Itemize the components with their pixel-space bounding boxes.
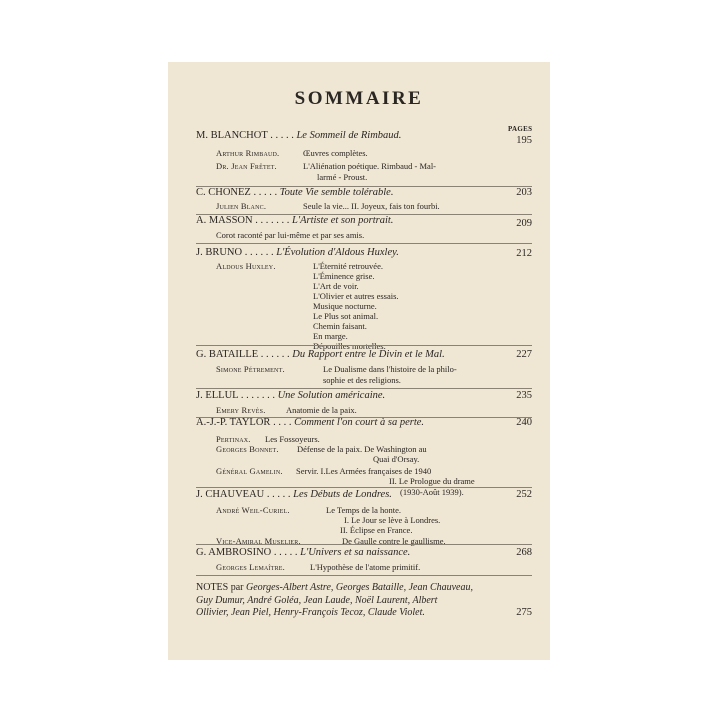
entry-title: Comment l'on court à sa perte. <box>294 417 425 428</box>
review-author: Simone Pétrement. <box>216 364 285 374</box>
entry-author: J. ELLUL <box>196 390 239 401</box>
entry-page: 209 <box>516 218 532 229</box>
review-author: Arthur Rimbaud. <box>216 148 280 158</box>
separator <box>196 487 532 488</box>
entry-author: J. CHAUVEAU <box>196 489 265 500</box>
review-work-cont: sophie et des religions. <box>323 375 401 385</box>
entry-author: A.-J.-P. TAYLOR <box>196 417 271 428</box>
entry-dots: . . . . . . . <box>240 390 275 401</box>
entry-author: G. BATAILLE <box>196 349 259 360</box>
review-work: De Gaulle contre le gaullisme. <box>342 536 446 546</box>
page-title: SOMMAIRE <box>294 88 424 109</box>
entry-title: Toute Vie semble tolérable. <box>279 187 394 198</box>
entry-author: J. BRUNO <box>196 247 243 258</box>
entry-dots: . . . . . . <box>260 349 290 360</box>
review-work: Le Plus sot animal. <box>313 311 379 321</box>
review-work: Servir. I.Les Armées françaises de 1940 <box>296 466 432 476</box>
separator <box>196 544 532 545</box>
review-work: L'Aliénation poétique. Rimbaud - Mal- <box>303 161 437 171</box>
entry-dots: . . . . . . <box>244 247 274 258</box>
separator <box>196 243 532 244</box>
review-work-cont: larmé - Proust. <box>317 172 368 182</box>
entry-dots: . . . . . <box>270 130 294 141</box>
review-author: Georges Lemaître. <box>216 562 285 572</box>
toc-entry <box>196 349 445 360</box>
review-work: Musique nocturne. <box>313 301 377 311</box>
entry-title: L'Évolution d'Aldous Huxley. <box>276 247 399 258</box>
review-author: Aldous Huxley. <box>216 261 276 271</box>
review-work: En marge. <box>313 331 348 341</box>
entry-page: 227 <box>516 349 532 360</box>
notes-line-2: Guy Dumur, André Goléa, Jean Laude, Noël Laurent, Albert <box>196 594 438 606</box>
toc-entry <box>196 215 393 226</box>
separator <box>196 575 532 576</box>
toc-entry <box>196 390 385 401</box>
notes-page: 275 <box>516 607 532 618</box>
review-author: Emery Revès. <box>216 405 266 415</box>
separator <box>196 345 532 346</box>
review-work: L'Éminence grise. <box>313 271 375 281</box>
review-author: Georges Bonnet. <box>216 444 279 454</box>
review-work-cont: II. Éclipse en France. <box>340 525 413 535</box>
review-author: Vice-Amiral Muselier. <box>216 536 301 546</box>
entry-page: 195 <box>516 135 532 146</box>
entry-dots: . . . . . <box>266 489 291 500</box>
toc-entry <box>196 187 393 198</box>
entry-page: 240 <box>516 417 532 428</box>
entry-title: Du Rapport entre le Divin et le Mal. <box>292 349 445 360</box>
review-work-cont: I. Le Jour se lève à Londres. <box>344 515 441 525</box>
review-work-cont: II. Le Prologue du drame <box>389 476 475 486</box>
toc-entry <box>196 547 410 558</box>
review-work: L'Olivier et autres essais. <box>313 291 399 301</box>
review-work-cont: Quai d'Orsay. <box>373 454 420 464</box>
entry-author: G. AMBROSINO <box>196 547 272 558</box>
review-work: Les Fossoyeurs. <box>265 434 320 444</box>
review-author: Pertinax. <box>216 434 251 444</box>
review-work: Anatomie de la paix. <box>286 405 357 415</box>
review-work: Dépouilles mortelles. <box>313 341 386 351</box>
review-work: Œuvres complètes. <box>303 148 368 158</box>
review-author: Dr. Jean Frêtet. <box>216 161 277 171</box>
entry-title: Une Solution américaine. <box>277 390 386 401</box>
book-page <box>168 62 550 660</box>
separator <box>196 388 532 389</box>
review-work: Chemin faisant. <box>313 321 367 331</box>
entry-dots: . . . . . <box>273 547 298 558</box>
toc-entry <box>196 130 401 141</box>
review-work-cont: (1930-Août 1939). <box>400 487 464 497</box>
entry-page: 203 <box>516 187 532 198</box>
review-line: Corot raconté par lui-même et par ses amis. <box>216 230 365 240</box>
toc-entry <box>196 247 399 258</box>
entry-author: M. BLANCHOT <box>196 130 268 141</box>
entry-page: 235 <box>516 390 532 401</box>
toc-entry <box>196 489 392 500</box>
review-work: Défense de la paix. De Washington au <box>297 444 427 454</box>
review-work: L'Art de voir. <box>313 281 359 291</box>
entry-page: 252 <box>516 489 532 500</box>
notes-prefix: NOTES par <box>196 582 246 593</box>
entry-page: 212 <box>516 248 532 259</box>
notes-line-3: Ollivier, Jean Piel, Henry-François Tecoz, Claude Violet. <box>196 607 425 618</box>
entry-title: L'Univers et sa naissance. <box>300 547 411 558</box>
entry-title: Le Sommeil de Rimbaud. <box>296 130 402 141</box>
notes-line-1: Georges-Albert Astre, Georges Bataille, Jean Chauveau, <box>246 582 473 593</box>
review-work: L'Hypothèse de l'atome primitif. <box>310 562 421 572</box>
pages-column-label: PAGES <box>508 125 533 133</box>
review-author: André Weil-Curiel. <box>216 505 290 515</box>
notes-paragraph <box>196 582 532 620</box>
entry-dots: . . . . . <box>253 187 278 198</box>
review-work: Le Temps de la honte. <box>326 505 402 515</box>
review-work: Seule la vie... II. Joyeux, fais ton fourbi. <box>303 201 440 211</box>
entry-dots: . . . . <box>273 417 292 428</box>
review-author: Général Gamelin. <box>216 466 283 476</box>
entry-title: Les Débuts de Londres. <box>293 489 392 500</box>
entry-page: 268 <box>516 547 532 558</box>
entry-title: L'Artiste et son portrait. <box>291 215 394 226</box>
entry-dots: . . . . . . . <box>255 215 290 226</box>
entry-author: A. MASSON <box>196 215 253 226</box>
entry-author: C. CHONEZ <box>196 187 251 198</box>
review-work: L'Éternité retrouvée. <box>313 261 383 271</box>
review-author: Julien Blanc. <box>216 201 267 211</box>
review-work: Le Dualisme dans l'histoire de la philo- <box>323 364 457 374</box>
toc-entry <box>196 417 424 428</box>
